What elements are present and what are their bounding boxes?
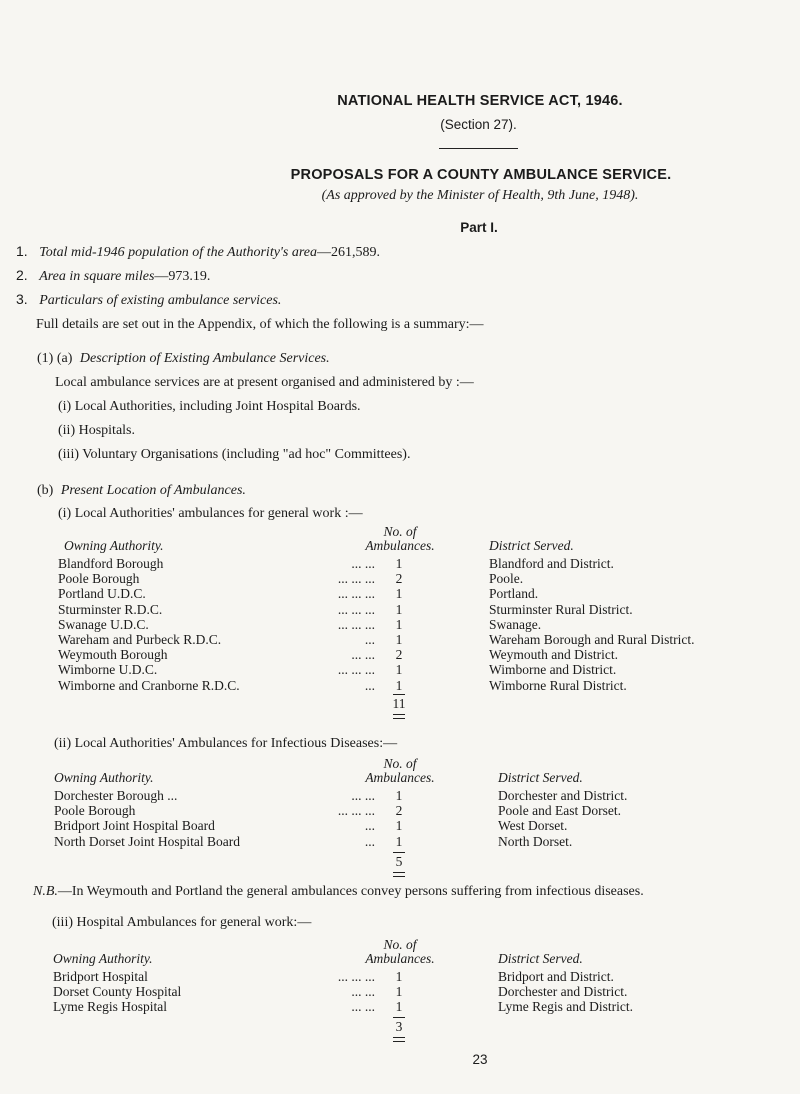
owner-cell: Bridport Joint Hospital Board xyxy=(54,818,215,834)
leader-dots: ... ... ... xyxy=(337,803,375,819)
summary-intro: Full details are set out in the Appendix, of which the following is a summary:— xyxy=(36,317,484,332)
table1-header-no-of: No. of xyxy=(383,524,417,539)
table-row xyxy=(58,647,778,662)
district-cell: Dorchester and District. xyxy=(498,788,628,803)
table-row xyxy=(53,969,773,984)
district-cell: Blandford and District. xyxy=(489,556,614,571)
owner-cell: Wareham and Purbeck R.D.C. xyxy=(58,631,222,647)
item-1 xyxy=(16,243,380,261)
table1-body xyxy=(58,556,778,693)
section-a-heading xyxy=(37,351,330,367)
table-row xyxy=(58,586,778,601)
item-2 xyxy=(16,267,210,285)
table3-header-no-of: No. of xyxy=(383,937,417,952)
table2-total-rule xyxy=(393,852,405,853)
ambulance-count-cell: 1 xyxy=(395,556,403,571)
table-row xyxy=(58,632,778,647)
item-1-value: —261,589. xyxy=(317,245,381,260)
district-cell: Bridport and District. xyxy=(498,969,614,984)
table-row xyxy=(58,571,778,586)
leader-dots: ... ... ... xyxy=(337,586,375,602)
ambulance-count-cell: 1 xyxy=(395,984,403,1000)
district-cell: Portland. xyxy=(489,586,539,602)
ambulance-count-cell: 1 xyxy=(395,969,403,984)
table2-header-ambulances: Ambulances. xyxy=(365,770,435,785)
owner-cell: Blandford Borough xyxy=(58,556,164,571)
section-a-number: (1) (a) xyxy=(37,351,73,366)
district-cell: Wimborne and District. xyxy=(489,662,617,678)
section-a-intro: Local ambulance services are at present organised and administered by :— xyxy=(55,375,474,390)
owner-cell: Dorchester Borough ... xyxy=(54,788,178,803)
table-row xyxy=(58,662,778,677)
ambulance-count-cell: 1 xyxy=(395,586,403,602)
table3-body xyxy=(53,969,773,1015)
district-cell: Poole and East Dorset. xyxy=(498,803,621,819)
ambulance-count-cell: 1 xyxy=(395,818,403,834)
leader-dots: ... ... xyxy=(351,556,375,571)
district-cell: Wareham Borough and Rural District. xyxy=(489,631,695,647)
table3-header-ambulances: Ambulances. xyxy=(365,951,435,966)
owner-cell: North Dorset Joint Hospital Board xyxy=(54,833,240,849)
item-3 xyxy=(16,291,281,309)
table1-header-owning: Owning Authority. xyxy=(64,538,164,553)
table2-total-double-rule xyxy=(393,872,405,877)
ambulance-count-cell: 1 xyxy=(395,677,403,693)
ambulance-count-cell: 1 xyxy=(395,662,403,678)
owner-cell: Wimborne U.D.C. xyxy=(58,662,158,678)
leader-dots: ... ... xyxy=(351,788,375,803)
ambulance-count-cell: 1 xyxy=(395,616,403,632)
section-b-title: Present Location of Ambulances. xyxy=(60,483,246,498)
table-row xyxy=(58,602,778,617)
table-row xyxy=(58,678,778,693)
table2-header-owning: Owning Authority. xyxy=(54,770,154,785)
table-row xyxy=(58,617,778,632)
district-cell: Sturminster Rural District. xyxy=(489,601,633,617)
leader-dots: ... ... xyxy=(351,647,375,663)
table1-header-ambulances: Ambulances. xyxy=(365,538,435,553)
district-cell: Poole. xyxy=(489,571,524,587)
approval-note: (As approved by the Minister of Health, 9th June, 1948). xyxy=(321,188,639,203)
nb-text: —In Weymouth and Portland the general ambulances convey persons suffering from infectious diseases. xyxy=(57,884,644,899)
owner-cell: Sturminster R.D.C. xyxy=(58,601,163,617)
section-a-list-item: (ii) Hospitals. xyxy=(58,423,135,438)
table3-caption: (iii) Hospital Ambulances for general work:— xyxy=(52,915,312,930)
nb-label: N.B. xyxy=(33,884,58,899)
table3-total-double-rule xyxy=(393,1037,405,1042)
item-2-value: —973.19. xyxy=(154,269,211,284)
item-1-number: 1. xyxy=(16,243,28,259)
leader-dots: ... ... ... xyxy=(337,969,375,984)
leader-dots: ... ... xyxy=(351,999,375,1015)
table2-body xyxy=(54,788,774,849)
section-a-list-item: (iii) Voluntary Organisations (including "ad hoc" Committees). xyxy=(58,447,411,462)
item-2-number: 2. xyxy=(16,267,28,283)
owner-cell: Portland U.D.C. xyxy=(58,586,146,602)
page-number: 23 xyxy=(472,1052,488,1067)
leader-dots: ... ... ... xyxy=(337,616,375,632)
part-heading: Part I. xyxy=(460,220,498,235)
table1-total-double-rule xyxy=(393,714,405,719)
table3-header-owning: Owning Authority. xyxy=(53,951,153,966)
table2-header-no-of: No. of xyxy=(383,756,417,771)
table-row xyxy=(53,984,773,999)
ambulance-count-cell: 2 xyxy=(395,803,403,819)
ambulance-count-cell: 2 xyxy=(395,647,403,663)
item-3-number: 3. xyxy=(16,291,28,307)
section-reference: (Section 27). xyxy=(440,117,517,132)
owner-cell: Poole Borough xyxy=(58,571,140,587)
ambulance-count-cell: 1 xyxy=(395,631,403,647)
table-row xyxy=(54,788,774,803)
table-row xyxy=(58,556,778,571)
district-cell: Weymouth and District. xyxy=(489,647,619,663)
ambulance-count-cell: 1 xyxy=(395,788,403,803)
leader-dots: ... xyxy=(364,631,375,647)
divider xyxy=(439,148,518,149)
section-a-title: Description of Existing Ambulance Services. xyxy=(79,351,330,366)
item-3-label: Particulars of existing ambulance services. xyxy=(39,293,282,308)
section-b-heading xyxy=(37,483,246,499)
table1-header-district: District Served. xyxy=(489,538,574,553)
leader-dots: ... xyxy=(364,818,375,834)
nb-note xyxy=(33,884,644,900)
district-cell: Dorchester and District. xyxy=(498,984,628,1000)
owner-cell: Poole Borough xyxy=(54,803,136,819)
item-1-label: Total mid-1946 population of the Authority's area xyxy=(39,245,318,260)
table3-header-district: District Served. xyxy=(498,951,583,966)
district-cell: Wimborne Rural District. xyxy=(489,677,627,693)
owner-cell: Dorset County Hospital xyxy=(53,984,182,1000)
leader-dots: ... xyxy=(364,833,375,849)
table2-caption: (ii) Local Authorities' Ambulances for Infectious Diseases:— xyxy=(54,736,398,751)
ambulance-count-cell: 1 xyxy=(395,601,403,617)
ambulance-count-cell: 2 xyxy=(395,571,403,587)
leader-dots: ... ... ... xyxy=(337,571,375,587)
section-a-list-item: (i) Local Authorities, including Joint Hospital Boards. xyxy=(58,399,361,414)
table1-total-rule xyxy=(393,694,405,695)
table-row xyxy=(54,834,774,849)
district-cell: Lyme Regis and District. xyxy=(498,999,633,1015)
owner-cell: Weymouth Borough xyxy=(58,647,168,663)
ambulance-count-cell: 1 xyxy=(395,833,403,849)
table2-header-district: District Served. xyxy=(498,770,583,785)
leader-dots: ... xyxy=(364,677,375,693)
section-b-number: (b) xyxy=(37,483,54,498)
table1-caption: (i) Local Authorities' ambulances for general work :— xyxy=(58,506,363,521)
leader-dots: ... ... ... xyxy=(337,601,375,617)
table1-total: 11 xyxy=(392,696,406,711)
table-row xyxy=(54,818,774,833)
district-cell: Swanage. xyxy=(489,616,542,632)
ambulance-count-cell: 1 xyxy=(395,999,403,1015)
document-title: NATIONAL HEALTH SERVICE ACT, 1946. xyxy=(337,93,623,109)
proposals-heading: PROPOSALS FOR A COUNTY AMBULANCE SERVICE. xyxy=(290,167,672,183)
owner-cell: Bridport Hospital xyxy=(53,969,148,984)
district-cell: West Dorset. xyxy=(498,818,568,834)
table-row xyxy=(53,999,773,1014)
table-row xyxy=(54,803,774,818)
table2-total: 5 xyxy=(395,854,403,869)
item-2-label: Area in square miles xyxy=(39,269,155,284)
leader-dots: ... ... ... xyxy=(337,662,375,678)
owner-cell: Swanage U.D.C. xyxy=(58,616,149,632)
district-cell: North Dorset. xyxy=(498,833,573,849)
table3-total: 3 xyxy=(395,1019,403,1034)
owner-cell: Wimborne and Cranborne R.D.C. xyxy=(58,677,240,693)
leader-dots: ... ... xyxy=(351,984,375,1000)
table3-total-rule xyxy=(393,1017,405,1018)
owner-cell: Lyme Regis Hospital xyxy=(53,999,167,1015)
